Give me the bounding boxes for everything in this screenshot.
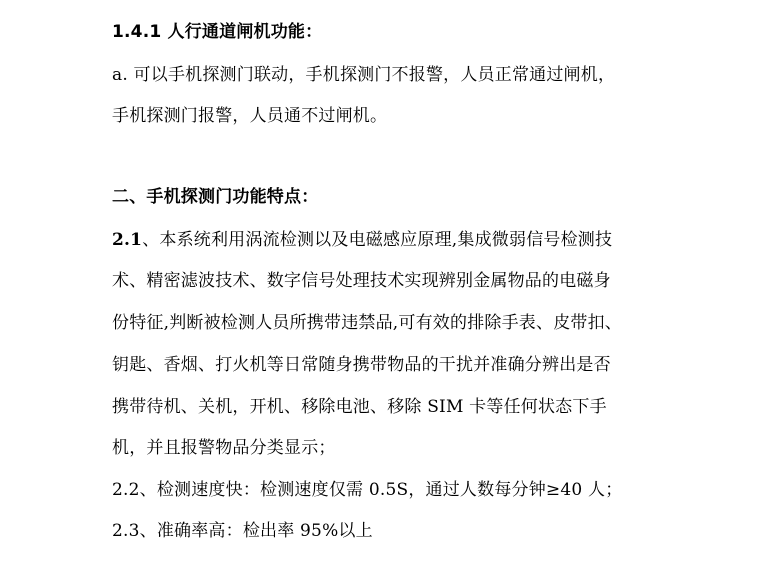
section-heading-1-4-1: 1.4.1 人行通道闸机功能： (112, 22, 323, 42)
paragraph-line: 手机探测门报警，人员通不过闸机。 (112, 106, 388, 126)
item-2-2: 2.2、检测速度快：检测速度仅需 0.5S，通过人数每分钟≥40 人； (112, 480, 623, 500)
paragraph-line: 携带待机、关机，开机、移除电池、移除 SIM 卡等任何状态下手 (112, 397, 607, 417)
item-2-3: 2.3、准确率高：检出率 95%以上 (112, 521, 373, 541)
item-2-1-first-line (112, 228, 612, 252)
paragraph-line: 份特征,判断被检测人员所携带违禁品,可有效的排除手表、皮带扣、 (112, 313, 623, 333)
paragraph-line: a. 可以手机探测门联动，手机探测门不报警，人员正常通过闸机， (112, 65, 616, 85)
item-text: 、本系统利用涡流检测以及电磁感应原理,集成微弱信号检测技 (142, 230, 613, 250)
item-number: 2.1 (112, 230, 143, 250)
paragraph-line: 术、精密滤波技术、数字信号处理技术实现辨别金属物品的电磁身 (112, 271, 611, 291)
paragraph-line: 钥匙、香烟、打火机等日常随身携带物品的干扰并准确分辨出是否 (112, 355, 611, 375)
section-heading-2: 二、手机探测门功能特点： (112, 187, 319, 207)
paragraph-line: 机，并且报警物品分类显示； (112, 438, 336, 458)
